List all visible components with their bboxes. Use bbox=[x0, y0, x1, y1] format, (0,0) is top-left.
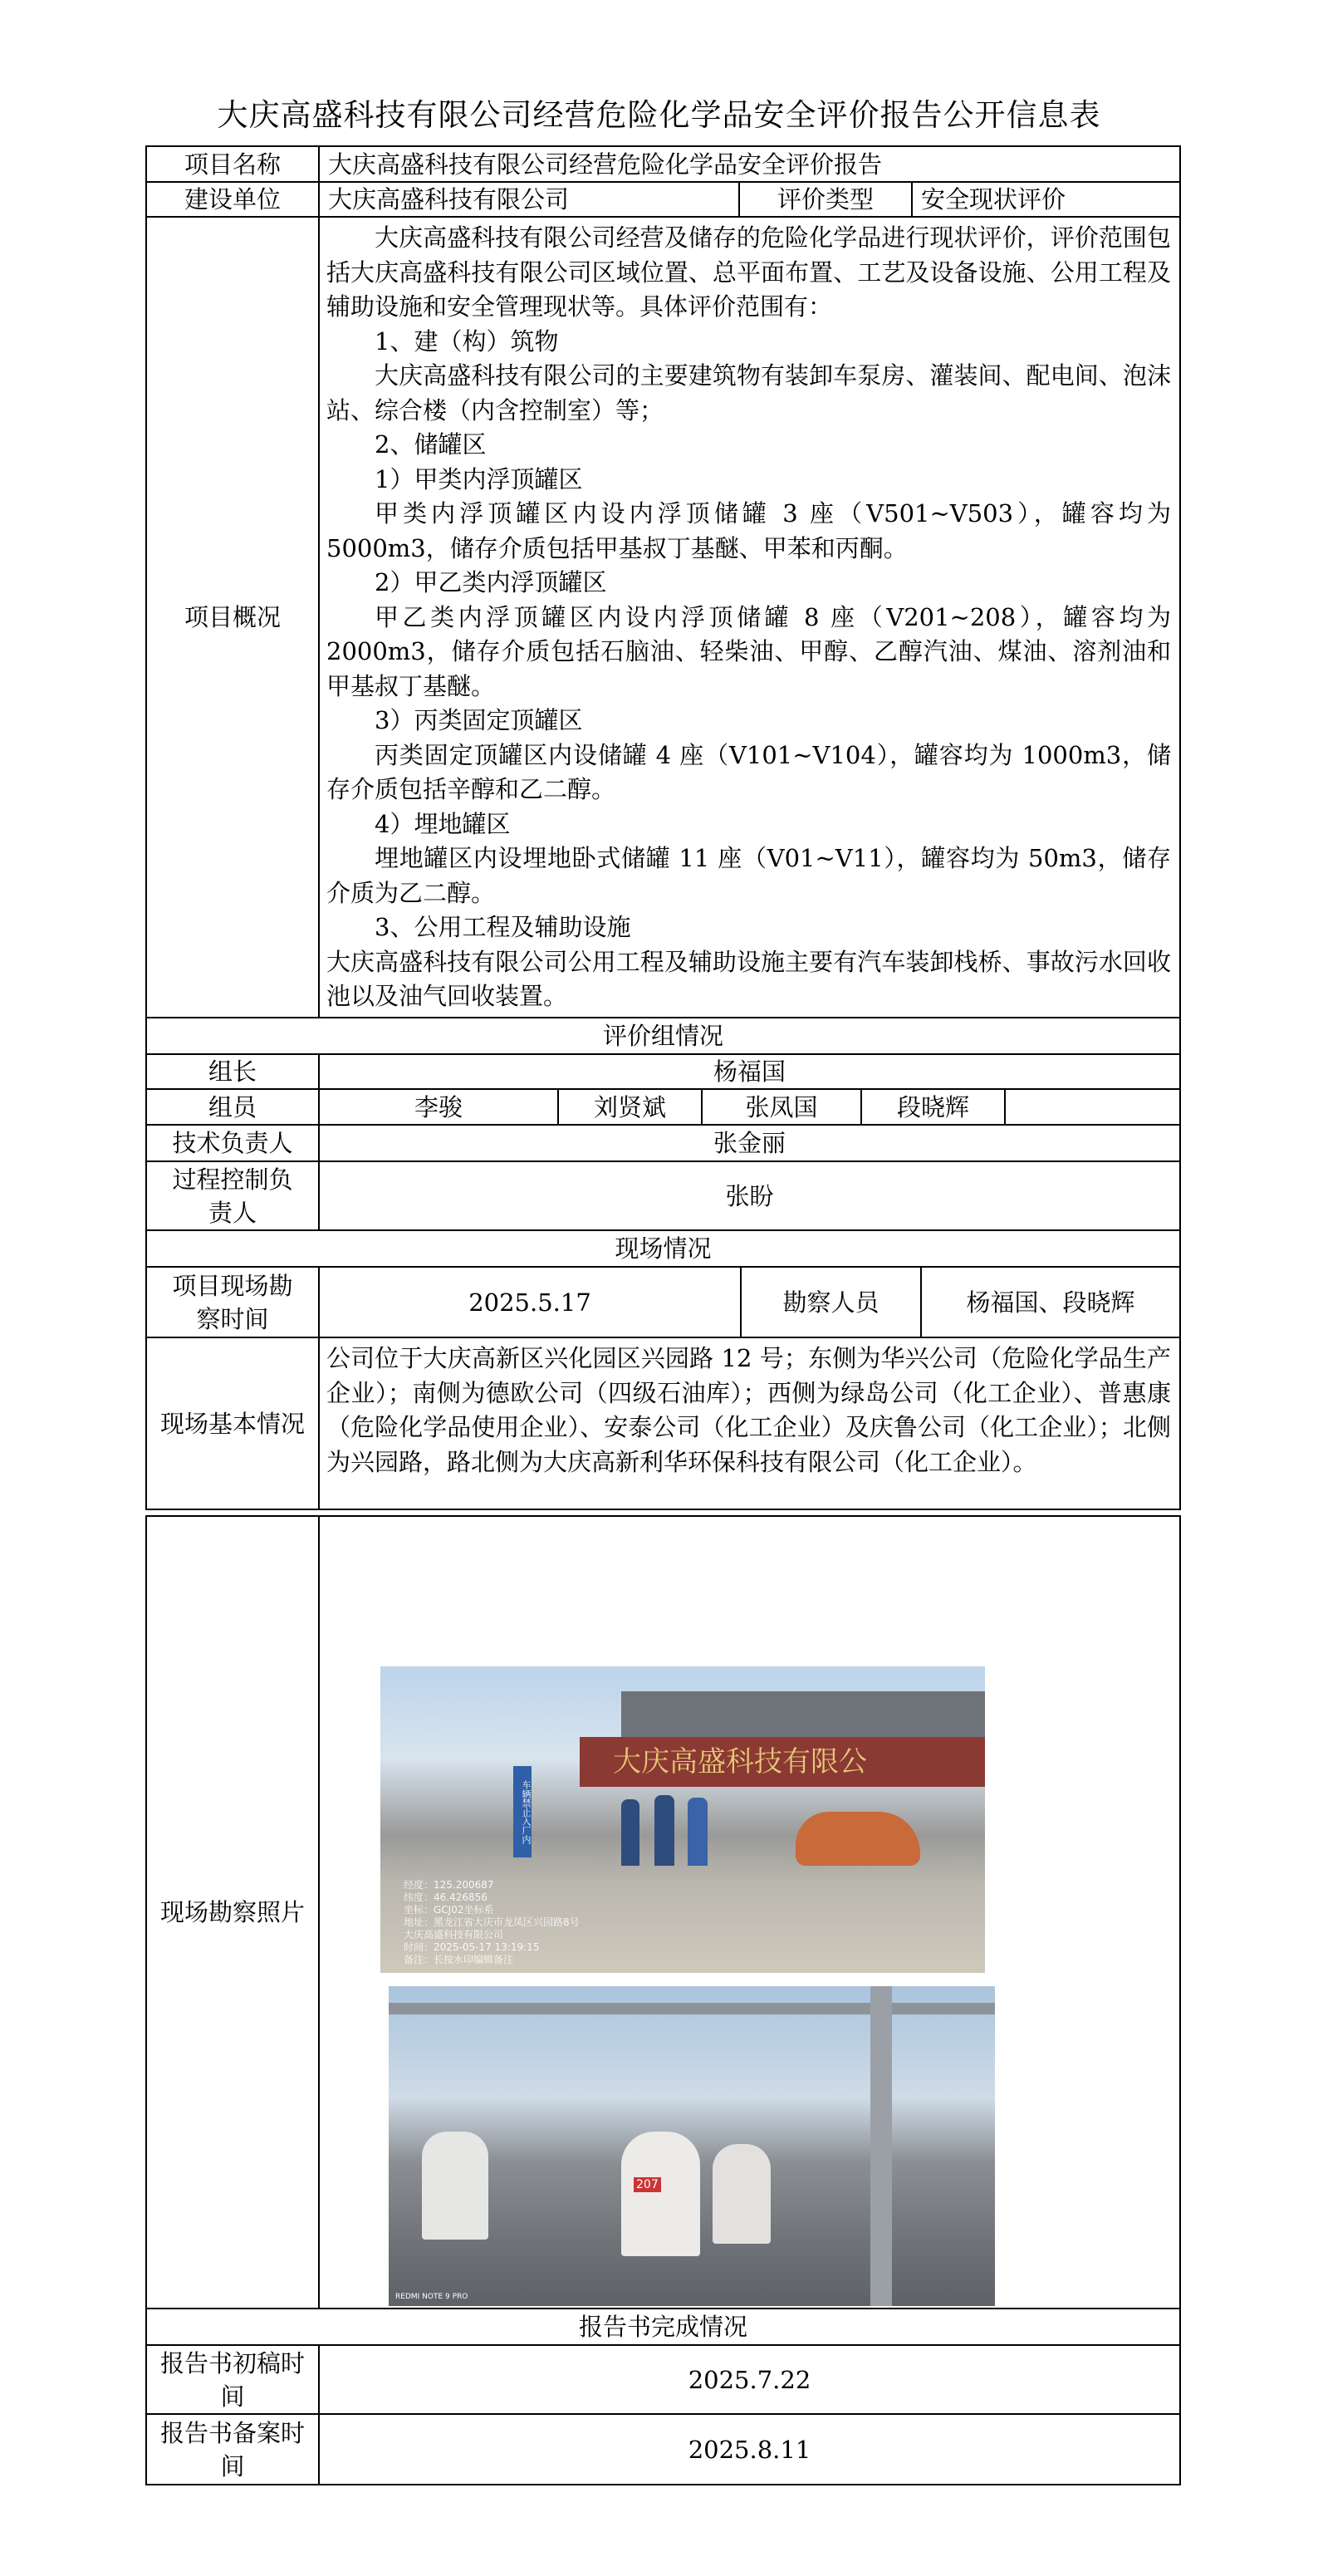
watermark-line: 坐标：GCJ02坐标系 bbox=[404, 1904, 494, 1916]
building bbox=[621, 1691, 985, 1737]
value-tech: 张金丽 bbox=[318, 1126, 1179, 1160]
label-filed: 报告书备案时间 bbox=[159, 2418, 305, 2480]
row-tech bbox=[147, 1126, 1179, 1162]
value-site-people: 杨福国、段晓辉 bbox=[920, 1268, 1179, 1337]
label-site-time: 项目现场勘察时间 bbox=[172, 1271, 293, 1333]
report-header: 报告书完成情况 bbox=[578, 2313, 747, 2341]
member: 段晓辉 bbox=[860, 1090, 1004, 1124]
site-photo-equipment bbox=[389, 1986, 995, 2306]
car bbox=[796, 1812, 920, 1866]
overview-paragraph: 大庆高盛科技有限公司的主要建筑物有装卸车泵房、灌装间、配电间、泡沫站、综合楼（内含控制室）等； bbox=[326, 361, 1171, 424]
value-site-basic: 公司位于大庆高新区兴化园区兴园路 12 号；东侧为华兴公司（危险化学品生产企业）；南侧为德欧公司（四级石油库）；西侧为绿岛公司（化工企业）、普惠康（危险化学品使用企业）、安泰公司（化工企业）及庆鲁公司（化工企业）；北侧为兴园路，路北侧为大庆高新利华环保科技有限公司（化工企业）。 bbox=[326, 1344, 1171, 1476]
overview-paragraph: 大庆高盛科技有限公司公用工程及辅助设施主要有汽车装卸栈桥、事故污水回收池以及油气回收装置。 bbox=[326, 947, 1171, 1010]
label-photos: 现场勘察照片 bbox=[159, 1898, 305, 1926]
label-members: 组员 bbox=[208, 1092, 257, 1121]
row-builder bbox=[147, 183, 1179, 218]
row-leader bbox=[147, 1055, 1179, 1090]
label-builder: 建设单位 bbox=[184, 185, 281, 213]
pipe bbox=[389, 2003, 995, 2014]
member: 刘贤斌 bbox=[557, 1090, 701, 1124]
member bbox=[1004, 1090, 1179, 1124]
value-site-time: 2025.5.17 bbox=[318, 1268, 740, 1337]
overview-paragraph: 丙类固定顶罐区内设储罐 4 座（V101~V104），罐容均为 1000m3，储存介质包括辛醇和乙二醇。 bbox=[326, 740, 1171, 803]
pipe bbox=[870, 1986, 892, 2306]
row-project-name bbox=[147, 147, 1179, 183]
overview-paragraph: 3）丙类固定顶罐区 bbox=[375, 706, 583, 734]
value-draft: 2025.7.22 bbox=[318, 2346, 1179, 2413]
value-filed: 2025.8.11 bbox=[318, 2415, 1179, 2484]
site-photo-gate bbox=[380, 1666, 985, 1973]
overview-paragraph: 3、公用工程及辅助设施 bbox=[375, 913, 631, 941]
row-report-header bbox=[147, 2309, 1179, 2346]
overview-paragraph: 1、建（构）筑物 bbox=[375, 326, 559, 356]
watermark-line: 备注：长按水印编辑备注 bbox=[404, 1954, 514, 1965]
overview-text bbox=[326, 221, 1171, 1014]
watermark-line: 大庆高盛科技有限公司 bbox=[404, 1929, 504, 1941]
overview-paragraph: 甲类内浮顶罐区内设内浮顶储罐 3 座（V501~V503），罐容均为5000m3，储存介质包括甲基叔丁基醚、甲苯和丙酮。 bbox=[326, 499, 1171, 562]
value-builder: 大庆高盛科技有限公司 bbox=[318, 183, 738, 216]
person bbox=[654, 1795, 674, 1866]
member: 李骏 bbox=[318, 1090, 557, 1124]
tank-label: 207 bbox=[634, 2177, 661, 2192]
info-table bbox=[145, 145, 1181, 1510]
gate-sign: 车辆禁止入厂内 bbox=[513, 1766, 532, 1857]
overview-paragraph: 埋地罐区内设埋地卧式储罐 11 座（V01~V11），罐容均为 50m3，储存介质为乙二醇。 bbox=[326, 844, 1171, 907]
photo-report-table bbox=[145, 1515, 1181, 2485]
overview-paragraph: 1）甲类内浮顶罐区 bbox=[375, 464, 583, 493]
row-filed bbox=[147, 2415, 1179, 2484]
person bbox=[688, 1798, 708, 1866]
overview-paragraph: 甲乙类内浮顶罐区内设内浮顶储罐 8 座（V201~208），罐容均为2000m3，储存介质包括石脑油、轻柴油、甲醇、乙醇汽油、煤油、溶剂油和甲基叔丁基醚。 bbox=[326, 602, 1171, 700]
label-leader: 组长 bbox=[208, 1057, 257, 1086]
label-eval-type: 评价类型 bbox=[738, 183, 911, 216]
row-draft bbox=[147, 2346, 1179, 2415]
label-site-basic: 现场基本情况 bbox=[159, 1409, 305, 1438]
row-site-basic bbox=[147, 1338, 1179, 1509]
camera-watermark: REDMI NOTE 9 PRO bbox=[395, 2293, 468, 2301]
overview-paragraph: 2、储罐区 bbox=[375, 430, 487, 459]
value-leader: 杨福国 bbox=[318, 1055, 1179, 1088]
label-site-people: 勘察人员 bbox=[740, 1268, 920, 1337]
company-wall-sign: 大庆高盛科技有限公 bbox=[580, 1737, 985, 1787]
label-project-name: 项目名称 bbox=[184, 150, 281, 179]
watermark-line: 经度：125.200687 bbox=[404, 1879, 494, 1891]
watermark-line: 地址：黑龙江省大庆市龙凤区兴园路8号 bbox=[404, 1916, 580, 1928]
label-draft: 报告书初稿时间 bbox=[159, 2348, 305, 2411]
label-process: 过程控制负责人 bbox=[172, 1165, 293, 1227]
overview-paragraph: 4）埋地罐区 bbox=[375, 809, 511, 838]
overview-paragraph: 2）甲乙类内浮顶罐区 bbox=[375, 568, 607, 596]
label-tech: 技术负责人 bbox=[172, 1129, 293, 1157]
value-project-name: 大庆高盛科技有限公司经营危险化学品安全评价报告 bbox=[318, 147, 1179, 181]
label-overview: 项目概况 bbox=[184, 603, 281, 631]
person bbox=[621, 1799, 639, 1866]
row-team-header bbox=[147, 1018, 1179, 1055]
page-title: 大庆高盛科技有限公司经营危险化学品安全评价报告公开信息表 bbox=[217, 97, 1101, 133]
watermark-line: 纬度：46.426856 bbox=[404, 1892, 488, 1903]
team-header: 评价组情况 bbox=[602, 1022, 723, 1050]
row-site-time bbox=[147, 1268, 1179, 1338]
tank bbox=[713, 2144, 771, 2244]
value-process: 张盼 bbox=[318, 1162, 1179, 1229]
value-eval-type: 安全现状评价 bbox=[911, 183, 1179, 216]
row-members bbox=[147, 1090, 1179, 1126]
tank bbox=[621, 2132, 700, 2256]
watermark-line: 时间：2025-05-17 13:19:15 bbox=[404, 1941, 540, 1953]
row-site-header bbox=[147, 1231, 1179, 1268]
tank bbox=[422, 2132, 488, 2240]
row-photos bbox=[147, 1517, 1179, 2309]
member: 张凤国 bbox=[701, 1090, 860, 1124]
overview-paragraph: 大庆高盛科技有限公司经营及储存的危险化学品进行现状评价，评价范围包括大庆高盛科技有限公司区域位置、总平面布置、工艺及设备设施、公用工程及辅助设施和安全管理现状等。具体评价范围有： bbox=[326, 223, 1171, 321]
row-process bbox=[147, 1162, 1179, 1231]
photo-watermark bbox=[404, 1879, 580, 1966]
site-header: 现场情况 bbox=[615, 1234, 712, 1263]
row-overview bbox=[147, 218, 1179, 1018]
